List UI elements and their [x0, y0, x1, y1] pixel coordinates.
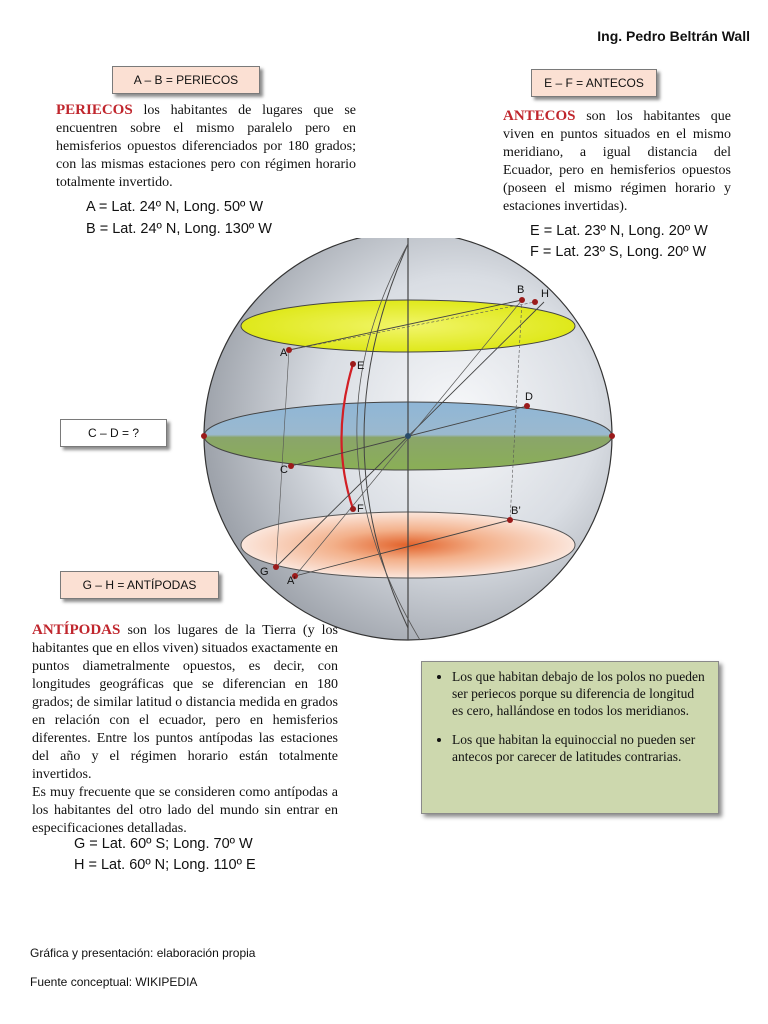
footer-credits: Gráfica y presentación: elaboración propia — [30, 946, 256, 960]
label-b2: B’ — [511, 505, 521, 517]
point-d — [524, 403, 530, 409]
label-a: A — [280, 347, 288, 359]
coord-e: E = Lat. 23º N, Long. 20º W — [530, 223, 708, 239]
periecos-paragraph — [56, 101, 356, 192]
point-b2 — [507, 517, 513, 523]
antecos-keyword: ANTECOS — [503, 108, 576, 124]
author-name: Ing. Pedro Beltrán Wall — [597, 28, 750, 44]
footer-source: Fuente conceptual: WIKIPEDIA — [30, 975, 198, 989]
antecos-paragraph — [503, 107, 731, 216]
antecos-text: son los habitantes que viven en puntos situados en el mismo meridiano, a igual distancia del Ecuador, pero en hemisferios opuestos (poseen el mismo régimen horario y estaciones invertidas). — [503, 109, 731, 214]
point-h — [532, 299, 538, 305]
antipodas-text: son los lugares de la Tierra (y los habitantes que en ellos viven) situados exactamente en puntos diametralmente opuestos, es decir, con longitudes geográficas que se diferencian en 180 grados; de similar latitud o distancia medida en grados en relación con el ecuador, pero en hemisferios diferentes. Entre los puntos antípodas las estaciones del año y el régimen horario están totalmente invertidos. — [32, 623, 338, 782]
point-equator-west — [201, 433, 207, 439]
globe-diagram — [195, 238, 625, 668]
label-f: F — [357, 503, 364, 515]
coord-h: H = Lat. 60º N; Long. 110º E — [74, 857, 256, 873]
label-d: D — [525, 391, 533, 403]
point-center — [405, 433, 411, 439]
label-a2: A’ — [287, 575, 296, 587]
coord-g: G = Lat. 60º S; Long. 70º W — [74, 836, 253, 852]
tag-antipodas: G – H = ANTÍPODAS — [60, 571, 219, 599]
tag-periecos: A – B = PERIECOS — [112, 66, 260, 94]
point-b — [519, 297, 525, 303]
note-item: • Los que habitan debajo de los polos no pueden ser periecos porque su diferencia de longitud es cero, hallándose en todos los meridianos. — [452, 668, 708, 719]
tag-cd: C – D = ? — [60, 419, 167, 447]
label-e: E — [357, 360, 365, 372]
antipodas-keyword: ANTÍPODAS — [32, 622, 121, 638]
tag-antecos: E – F = ANTECOS — [531, 69, 657, 97]
coord-a: A = Lat. 24º N, Long. 50º W — [86, 199, 264, 215]
notes-box — [421, 661, 719, 814]
periecos-text: los habitantes de lugares que se encuentren sobre el mismo paralelo pero en hemisferios opuestos diferenciados por 180 grados; con las mismas estaciones pero con régimen horario totalmente invertido. — [56, 103, 356, 190]
label-h: H — [541, 288, 549, 300]
antipodas-text-2: Es muy frecuente que se consideren como antípodas a los habitantes del otro lado del mundo sin entrar en especificaciones detalladas. — [32, 785, 338, 836]
point-c — [288, 463, 294, 469]
note-item: • Los que habitan la equinoccial no pueden ser antecos por carecer de latitudes contrarias. — [452, 731, 708, 765]
label-c: C — [280, 464, 288, 476]
point-equator-east — [609, 433, 615, 439]
coord-b: B = Lat. 24º N, Long. 130º W — [86, 221, 272, 237]
label-b: B — [517, 284, 525, 296]
point-f — [350, 506, 356, 512]
periecos-keyword: PERIECOS — [56, 102, 133, 118]
point-e — [350, 361, 356, 367]
point-g — [273, 564, 279, 570]
label-g: G — [260, 566, 269, 578]
antipodas-paragraph — [32, 621, 338, 838]
coord-f: F = Lat. 23º S, Long. 20º W — [530, 244, 707, 260]
